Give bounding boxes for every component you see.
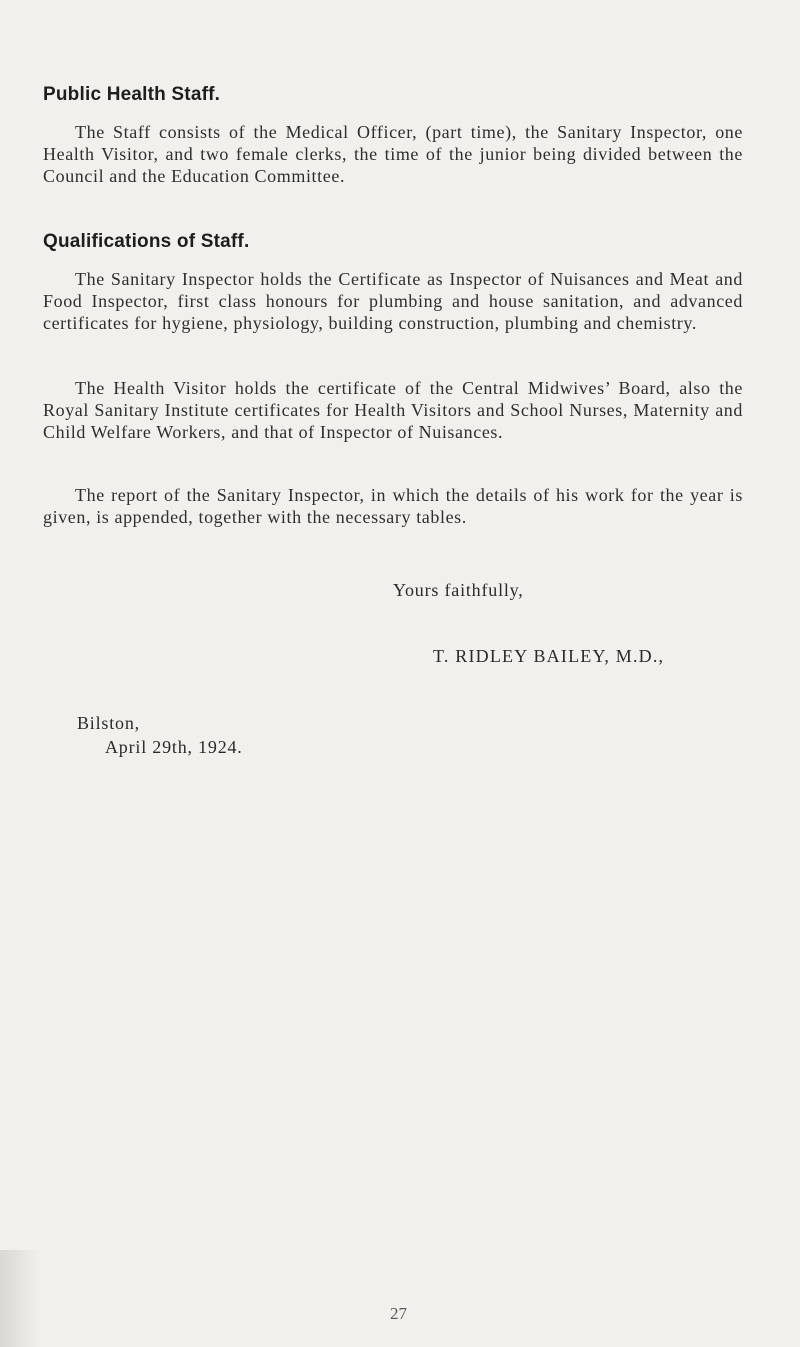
page-number: 27 [390, 1304, 407, 1323]
health-visitor-qualifications-paragraph: The Health Visitor holds the certificate of the Central Midwives’ Board, also the Royal Sanitary Institute certificates for Health Visitors and School Nurses, Maternity and Child Welfare Workers, and that of Inspector of Nuisances. [43, 378, 743, 442]
place-line: Bilston, [77, 713, 140, 733]
date-line: April 29th, 1924. [105, 737, 243, 757]
staff-paragraph: The Staff consists of the Medical Officer, (part time), the Sanitary Inspector, one Health Visitor, and two female clerks, the time of the junior being divided between the Council and the Education Committee. [43, 122, 743, 186]
qualifications-heading: Qualifications of Staff. [43, 231, 250, 252]
inspector-qualifications-paragraph: The Sanitary Inspector holds the Certificate as Inspector of Nuisances and Meat and Food Inspector, first class honours for plumbing and house sanitation, and advanced certificates for hygiene, physiology, building construction, plumbing and chemistry. [43, 269, 743, 333]
page-edge-shadow [0, 1250, 40, 1347]
signature: T. RIDLEY BAILEY, M.D., [433, 646, 665, 666]
report-paragraph: The report of the Sanitary Inspector, in which the details of his work for the year is given, is appended, together with the necessary tables. [43, 485, 743, 527]
closing-salutation: Yours faithfully, [393, 580, 524, 600]
staff-heading: Public Health Staff. [43, 84, 221, 105]
